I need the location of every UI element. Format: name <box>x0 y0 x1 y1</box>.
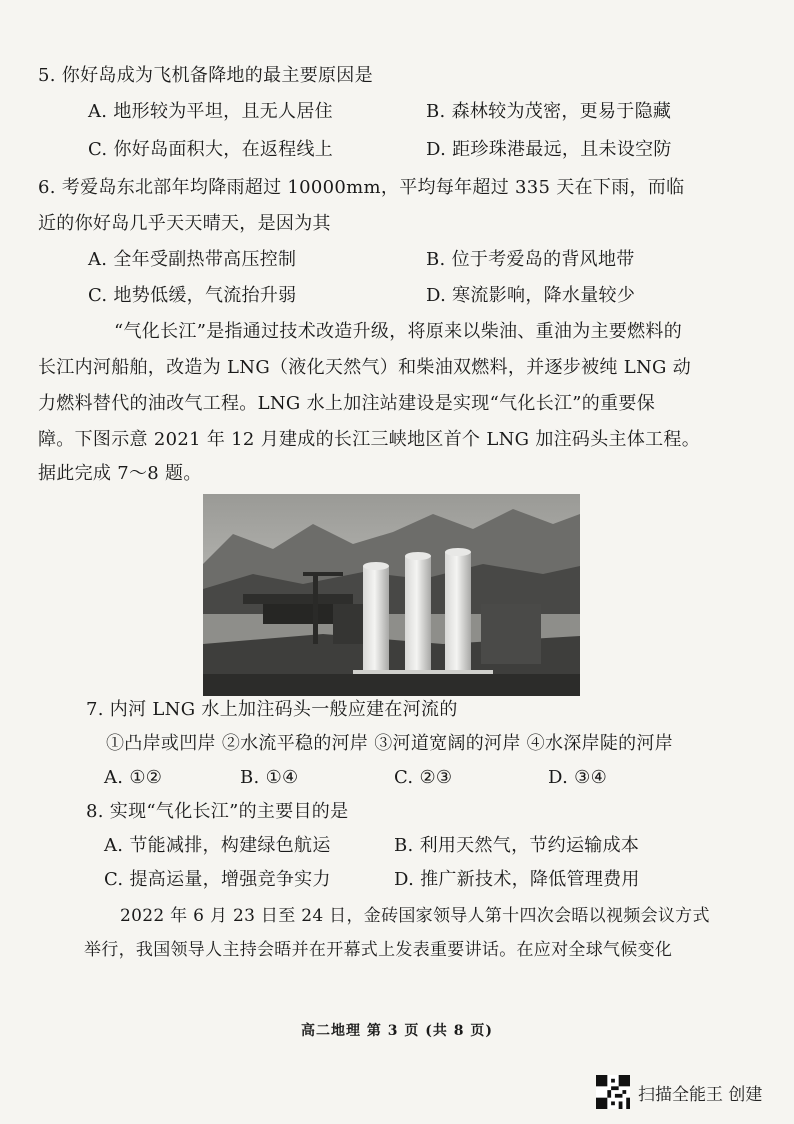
question-7-option-d: D. ③④ <box>548 767 608 788</box>
question-6-option-c: C. 地势低缓，气流抬升弱 <box>88 285 297 306</box>
question-7-option-a: A. ①② <box>104 767 163 788</box>
lng-terminal-photo <box>203 494 580 696</box>
question-6-option-b: B. 位于考爱岛的背风地带 <box>426 249 635 270</box>
question-6-option-a: A. 全年受副热带高压控制 <box>88 249 297 270</box>
passage-1-line-1: “气化长江”是指通过技术改造升级，将原来以柴油、重油为主要燃料的 <box>114 321 683 342</box>
question-7-items: ①凸岸或凹岸 ②水流平稳的河岸 ③河道宽阔的河岸 ④水深岸陡的河岸 <box>106 733 674 754</box>
watermark-text: 扫描全能王 创建 <box>638 1084 763 1105</box>
question-6-option-d: D. 寒流影响，降水量较少 <box>426 285 636 306</box>
page-footer: 高二地理 第 3 页 (共 8 页) <box>301 1023 493 1039</box>
question-8-option-d: D. 推广新技术，降低管理费用 <box>394 869 640 890</box>
question-5-option-d: D. 距珍珠港最远，且未设空防 <box>426 139 672 160</box>
qr-code-icon <box>596 1075 630 1109</box>
question-8-stem: 8. 实现“气化长江”的主要目的是 <box>86 801 349 822</box>
question-7-stem: 7. 内河 LNG 水上加注码头一般应建在河流的 <box>86 699 458 720</box>
passage-2-line-1: 2022 年 6 月 23 日至 24 日，金砖国家领导人第十四次会晤以视频会议方式 <box>120 906 710 926</box>
passage-1-line-2: 长江内河船舶，改造为 LNG（液化天然气）和柴油双燃料，并逐步被纯 LNG 动 <box>38 357 692 378</box>
passage-1-line-3: 力燃料替代的油改气工程。LNG 水上加注站建设是实现“气化长江”的重要保 <box>38 393 656 414</box>
question-8-option-b: B. 利用天然气，节约运输成本 <box>394 835 640 856</box>
question-5-stem: 5. 你好岛成为飞机备降地的最主要原因是 <box>38 65 373 86</box>
question-8-option-a: A. 节能减排，构建绿色航运 <box>104 835 331 856</box>
question-5-option-b: B. 森林较为茂密，更易于隐藏 <box>426 101 672 122</box>
question-6-stem-line-2: 近的你好岛几乎天天晴天，是因为其 <box>38 213 331 234</box>
passage-1-line-5: 据此完成 7～8 题。 <box>38 463 202 484</box>
question-6-stem-line-1: 6. 考爱岛东北部年均降雨超过 10000mm，平均每年超过 335 天在下雨，而临 <box>38 177 685 198</box>
question-7-option-c: C. ②③ <box>394 767 453 788</box>
question-8-option-c: C. 提高运量，增强竞争实力 <box>104 869 331 890</box>
question-7-option-b: B. ①④ <box>240 767 299 788</box>
passage-1-line-4: 障。下图示意 2021 年 12 月建成的长江三峡地区首个 LNG 加注码头主体工程。 <box>38 429 701 450</box>
passage-2-line-2: 举行，我国领导人主持会晤并在开幕式上发表重要讲话。在应对全球气候变化 <box>84 940 673 960</box>
scanner-watermark <box>596 1074 762 1110</box>
question-5-option-c: C. 你好岛面积大，在返程线上 <box>88 139 334 160</box>
question-5-option-a: A. 地形较为平坦，且无人居住 <box>88 101 333 122</box>
